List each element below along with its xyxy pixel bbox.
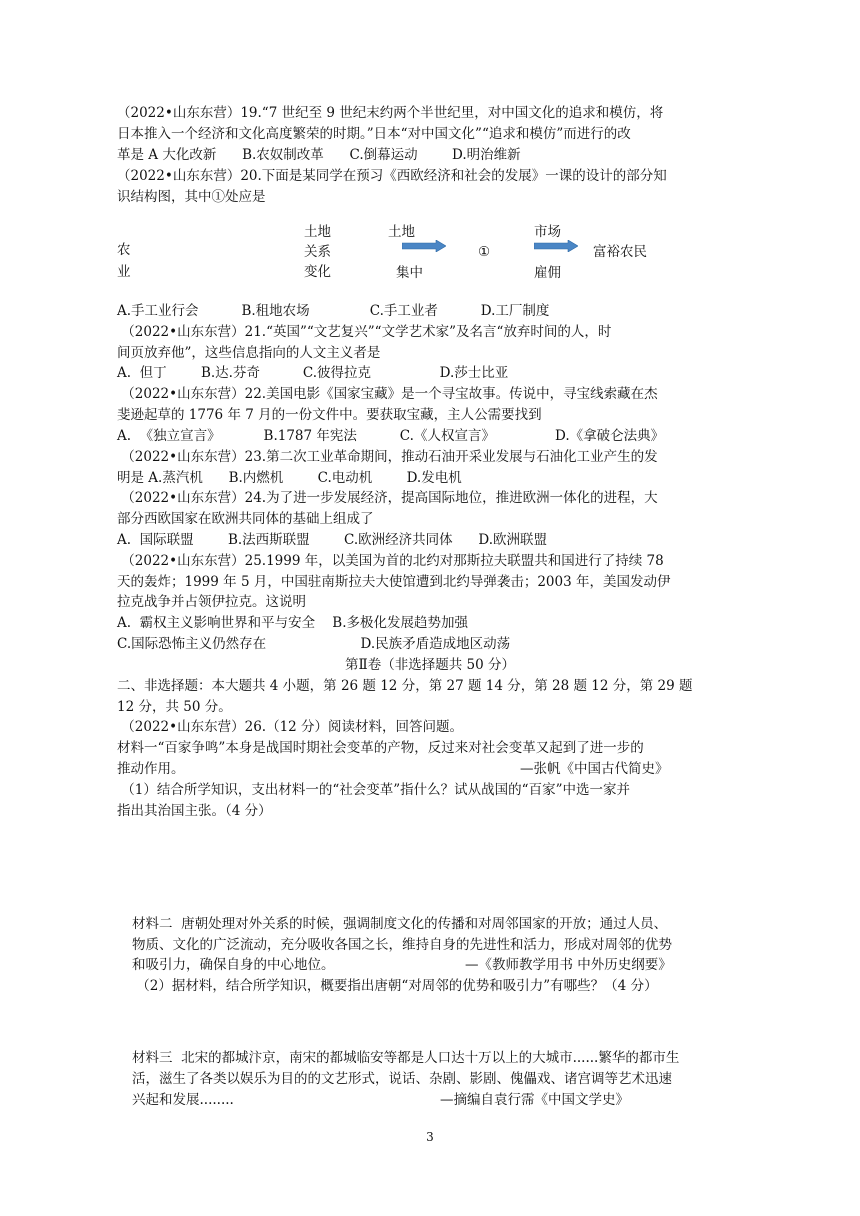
q25-options-cd: C.国际恐怖主义仍然存在 D.民族矛盾造成地区动荡: [117, 636, 511, 652]
diagram-blank-marker: ①: [478, 244, 491, 260]
diagram-land-concentration-2: 集中: [396, 265, 423, 281]
page-number: 3: [426, 1130, 434, 1144]
diagram-market-2: 雇佣: [534, 265, 561, 281]
q24-line-1: （2022•山东东营）24.为了进一步发展经济，提高国际地位，推进欧洲一体化的进程，大: [117, 490, 658, 506]
material-1-line-1: 材料一“百家争鸣”本身是战国时期社会变革的产物，反过来对社会变革又起到了进一步的: [117, 740, 644, 756]
q21-options: A. 但丁 B.达.芬奇 C.彼得拉克 D.莎士比亚: [117, 365, 509, 381]
material-3-line-1: 材料三 北宋的都城汴京，南宋的都城临安等都是人口达十万以上的大城市......繁华的都市生: [132, 1050, 680, 1066]
diagram-land-concentration-1: 土地: [388, 224, 415, 240]
q22-line-2: 斐逊起草的 1776 年 7 月的一份文件中。要获取宝藏，主人公需要找到: [117, 407, 542, 423]
q19-options: 革是 A 大化改新 B.农奴制改革 C.倒幕运动 D.明治维新: [117, 147, 521, 163]
material-3-line-3: 兴起和发展........: [132, 1092, 234, 1108]
section2-line-2: 12 分，共 50 分。: [117, 699, 232, 715]
q24-options: A. 国际联盟 B.法西斯联盟 C.欧洲经济共同体 D.欧洲联盟: [117, 532, 548, 548]
section2-line-1: 二、非选择题：本大题共 4 小题，第 26 题 12 分，第 27 题 14 分，第 28 题 12 分，第 29 题: [117, 678, 693, 694]
q24-line-2: 部分西欧国家在欧洲共同体的基础上组成了: [117, 511, 374, 527]
material-3-source: —摘编自袁行霈《中国文学史》: [440, 1092, 629, 1108]
q25-options-ab: A. 霸权主义影响世界和平与安全 B.多极化发展趋势加强: [117, 615, 468, 631]
question-2: （2）据材料，结合所学知识，概要指出唐朝“对周邻的优势和吸引力”有哪些？（4 分）: [132, 978, 658, 994]
material-2-line-2: 物质、文化的广泛流动，充分吸收各国之长，维持自身的先进性和活力，形成对周邻的优势: [132, 937, 672, 953]
material-2-line-1: 材料二 唐朝处理对外关系的时候，强调制度文化的传播和对周邻国家的开放；通过人员、: [132, 916, 668, 932]
diagram-arrow-icon: [402, 240, 446, 252]
part2-title: 第Ⅱ卷（非选择题共 50 分）: [345, 657, 515, 673]
q25-line-2: 天的轰炸；1999 年 5 月，中国驻南斯拉夫大使馆遭到北约导弹袭击；2003 年，美国发动伊: [117, 574, 671, 590]
q20-line-2: 识结构图，其中①处应是: [117, 189, 266, 205]
q25-line-3: 拉克战争并占领伊拉克。这说明: [117, 594, 306, 610]
material-1-line-2: 推动作用。: [117, 761, 185, 777]
diagram-agriculture-2: 业: [117, 264, 131, 280]
q20-line-1: （2022•山东东营）20.下面是某同学在预习《西欧经济和社会的发展》一课的设计的部分知: [117, 168, 667, 184]
q19-line-1: （2022•山东东营）19.“7 世纪至 9 世纪末约两个半世纪里，对中国文化的追求和模仿，将: [117, 105, 664, 121]
diagram-rich-farmers: 富裕农民: [593, 244, 647, 260]
diagram-agriculture-1: 农: [117, 242, 131, 258]
q21-line-2: 间页放弃他”，这些信息指向的人文主义者是: [117, 345, 381, 361]
q19-line-2: 日本推入一个经济和文化高度繁荣的时期。”日本“对中国文化”“追求和模仿”而进行的改: [117, 126, 631, 142]
diagram-arrow-icon: [534, 240, 578, 252]
material-3-line-2: 活，滋生了各类以娱乐为目的的文艺形式，说话、杂剧、影剧、傀儡戏、诸宫调等艺术迅速: [132, 1071, 672, 1087]
question-1-line-1: （1）结合所学知识，支出材料一的“社会变革”指什么？试从战国的“百家”中选一家并: [117, 782, 630, 798]
material-2-source: —《教师教学用书 中外历史纲要》: [465, 957, 672, 973]
diagram-land-relation-3: 变化: [304, 264, 331, 280]
q26-heading: （2022•山东东营）26.（12 分）阅读材料，回答问题。: [117, 719, 464, 735]
q22-line-1: （2022•山东东营）22.美国电影《国家宝藏》是一个寻宝故事。传说中，寻宝线索藏在杰: [117, 386, 658, 402]
material-1-source: —张帆《中国古代简史》: [520, 761, 669, 777]
diagram-market-1: 市场: [534, 224, 561, 240]
q25-line-1: （2022•山东东营）25.1999 年，以美国为首的北约对那斯拉夫联盟共和国进行了持续 78: [117, 553, 664, 569]
diagram-land-relation-1: 土地: [304, 224, 331, 240]
q22-options: A. 《独立宣言》 B.1787 年宪法 C.《人权宣言》 D.《拿破仑法典》: [117, 428, 665, 444]
q21-line-1: （2022•山东东营）21.“英国”“文艺复兴”“文学艺术家”及名言“放弃时间的人，时: [117, 324, 612, 340]
material-2-line-3: 和吸引力，确保自身的中心地位。: [132, 957, 335, 973]
diagram-land-relation-2: 关系: [304, 244, 331, 260]
q23-line-2: 明是 A.蒸汽机 B.内燃机 C.电动机 D.发电机: [117, 470, 462, 486]
q20-options: A.手工业行会 B.租地农场 C.手工业者 D.工厂制度: [117, 303, 550, 319]
question-1-line-2: 指出其治国主张。（4 分）: [117, 803, 272, 819]
q23-line-1: （2022•山东东营）23.第二次工业革命期间，推动石油开采业发展与石油化工业产生的发: [117, 449, 658, 465]
